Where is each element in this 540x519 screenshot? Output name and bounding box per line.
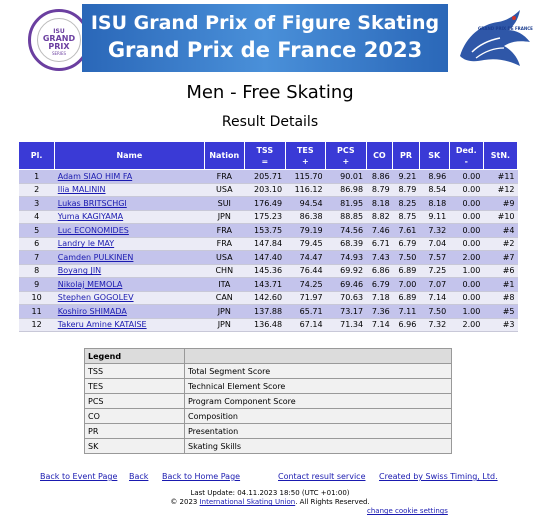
cell-co: 6.71 [366, 237, 393, 251]
cell-tes: 79.45 [285, 237, 326, 251]
rooster-logo-icon [452, 6, 536, 70]
cell-co: 8.18 [366, 197, 393, 211]
cell-skater-name [55, 224, 204, 238]
cell-pcs: 74.93 [326, 251, 367, 265]
cell-deductions: 0.00 [449, 197, 483, 211]
legend-description: Program Component Score [185, 394, 452, 409]
cell-start-number: #9 [483, 197, 517, 211]
last-update-text: Last Update: 04.11.2023 18:50 (UTC +01:00) [190, 489, 350, 497]
cell-co: 7.43 [366, 251, 393, 265]
cell-skater-name [55, 318, 204, 332]
cell-skater-name [55, 305, 204, 319]
cell-tes: 74.25 [285, 278, 326, 292]
cell-deductions: 1.00 [449, 305, 483, 319]
cell-skater-name [55, 210, 204, 224]
logo-isu-text: ISU [53, 28, 65, 35]
skater-name-link[interactable]: Takeru Amine KATAISE [57, 320, 147, 330]
cell-nation: USA [204, 183, 245, 197]
legend-description: Presentation [185, 424, 452, 439]
table-row [19, 305, 518, 319]
cell-co: 7.18 [366, 291, 393, 305]
cell-co: 7.36 [366, 305, 393, 319]
cell-pcs: 73.17 [326, 305, 367, 319]
legend-description: Technical Element Score [185, 379, 452, 394]
legend-abbreviation: TES [85, 379, 185, 394]
cell-place: 2 [19, 183, 55, 197]
legend-abbreviation: TSS [85, 364, 185, 379]
table-row [19, 251, 518, 265]
legend-abbreviation: CO [85, 409, 185, 424]
cell-tss: 205.71 [245, 170, 286, 184]
cell-deductions: 0.00 [449, 170, 483, 184]
cell-place: 10 [19, 291, 55, 305]
cell-deductions: 0.00 [449, 183, 483, 197]
cell-co: 6.86 [366, 264, 393, 278]
cell-pcs: 74.56 [326, 224, 367, 238]
cell-place: 11 [19, 305, 55, 319]
cell-tss: 137.88 [245, 305, 286, 319]
cell-sk: 7.50 [419, 305, 449, 319]
cell-sk: 7.32 [419, 224, 449, 238]
cell-deductions: 0.00 [449, 210, 483, 224]
cell-tes: 115.70 [285, 170, 326, 184]
table-row [19, 237, 518, 251]
cell-skater-name [55, 170, 204, 184]
cell-place: 8 [19, 264, 55, 278]
legend-row [85, 379, 452, 394]
cell-co: 8.86 [366, 170, 393, 184]
cell-deductions: 2.00 [449, 251, 483, 265]
legend-row [85, 394, 452, 409]
cell-skater-name [55, 264, 204, 278]
cell-deductions: 0.00 [449, 291, 483, 305]
cell-pcs: 71.34 [326, 318, 367, 332]
cell-nation: CHN [204, 264, 245, 278]
cell-tes: 94.54 [285, 197, 326, 211]
cell-skater-name [55, 291, 204, 305]
cell-start-number: #1 [483, 278, 517, 292]
col-header-nation: Nation [204, 142, 245, 170]
cell-nation: JPN [204, 318, 245, 332]
cell-tes: 116.12 [285, 183, 326, 197]
banner-title-line2: Grand Prix de France 2023 [107, 38, 423, 62]
legend-row [85, 424, 452, 439]
skater-name-link[interactable]: Stephen GOGOLEV [57, 293, 134, 303]
legend-description: Composition [185, 409, 452, 424]
cell-sk: 9.11 [419, 210, 449, 224]
cell-deductions: 0.00 [449, 237, 483, 251]
cell-co: 6.79 [366, 278, 393, 292]
back-to-event-link[interactable]: Back to Event Page [40, 472, 118, 481]
legend-header-row [85, 349, 452, 364]
cell-place: 12 [19, 318, 55, 332]
cell-pr: 9.21 [393, 170, 420, 184]
cell-deductions: 0.00 [449, 224, 483, 238]
cell-nation: FRA [204, 237, 245, 251]
cell-skater-name [55, 197, 204, 211]
cell-pr: 6.89 [393, 291, 420, 305]
cell-co: 7.46 [366, 224, 393, 238]
col-header-sk: SK [419, 142, 449, 170]
legend-abbreviation: PCS [85, 394, 185, 409]
cell-start-number: #11 [483, 170, 517, 184]
skater-name-link[interactable]: Koshiro SHIMADA [57, 306, 127, 316]
cell-co: 8.79 [366, 183, 393, 197]
cell-place: 1 [19, 170, 55, 184]
cell-start-number: #2 [483, 237, 517, 251]
legend-abbreviation: PR [85, 424, 185, 439]
legend-row [85, 439, 452, 454]
cell-tss: 147.40 [245, 251, 286, 265]
cell-co: 8.82 [366, 210, 393, 224]
cell-tes: 86.38 [285, 210, 326, 224]
table-row [19, 291, 518, 305]
legend-title: Legend [85, 349, 185, 364]
cell-start-number: #3 [483, 318, 517, 332]
cell-nation: JPN [204, 210, 245, 224]
table-row [19, 264, 518, 278]
created-by-swiss-timing-link[interactable]: Created by Swiss Timing, Ltd. [379, 472, 498, 481]
cell-start-number: #12 [483, 183, 517, 197]
cell-nation: ITA [204, 278, 245, 292]
cell-place: 9 [19, 278, 55, 292]
cell-nation: FRA [204, 170, 245, 184]
cell-pr: 6.89 [393, 264, 420, 278]
cell-pr: 7.00 [393, 278, 420, 292]
cell-sk: 8.54 [419, 183, 449, 197]
banner-title-line1: ISU Grand Prix of Figure Skating [90, 12, 440, 34]
cell-tss: 175.23 [245, 210, 286, 224]
skater-name-link[interactable]: Camden PULKINEN [57, 252, 134, 262]
legend-table [84, 348, 452, 454]
cookie-settings-link[interactable]: change cookie settings [367, 507, 448, 515]
table-row [19, 278, 518, 292]
cell-place: 4 [19, 210, 55, 224]
cell-sk: 8.18 [419, 197, 449, 211]
col-header-start-number: StN. [483, 142, 517, 170]
cell-tes: 67.14 [285, 318, 326, 332]
col-header-place: Pl. [19, 142, 55, 170]
page-title: Men - Free Skating [186, 82, 354, 103]
banner-title-block [82, 4, 448, 72]
cell-nation: FRA [204, 224, 245, 238]
cell-start-number: #10 [483, 210, 517, 224]
copyright-text: © 2023 International Skating Union. All Rights Reserved. [170, 498, 370, 506]
results-table [18, 141, 518, 332]
cell-tes: 65.71 [285, 305, 326, 319]
table-row [19, 183, 518, 197]
legend-row [85, 409, 452, 424]
cell-deductions: 2.00 [449, 318, 483, 332]
cell-pr: 7.11 [393, 305, 420, 319]
cell-pcs: 90.01 [326, 170, 367, 184]
cell-sk: 8.96 [419, 170, 449, 184]
section-title: Result Details [221, 114, 319, 130]
cell-tss: 136.48 [245, 318, 286, 332]
cell-place: 6 [19, 237, 55, 251]
cell-sk: 7.57 [419, 251, 449, 265]
table-row [19, 318, 518, 332]
event-banner [4, 4, 536, 72]
cell-sk: 7.04 [419, 237, 449, 251]
rooster-logo-text: GRAND PRIX DE FRANCE [478, 26, 533, 31]
isu-link[interactable]: International Skating Union [199, 498, 296, 506]
cell-pr: 8.25 [393, 197, 420, 211]
cell-pcs: 69.92 [326, 264, 367, 278]
back-to-home-link[interactable]: Back to Home Page [162, 472, 241, 481]
results-header-row [19, 142, 518, 170]
col-header-tss: TSS = [245, 142, 286, 170]
skater-name-link[interactable]: Yuma KAGIYAMA [57, 212, 124, 222]
cell-sk: 7.14 [419, 291, 449, 305]
cell-tss: 142.60 [245, 291, 286, 305]
cell-pcs: 69.46 [326, 278, 367, 292]
cell-tss: 176.49 [245, 197, 286, 211]
table-row [19, 170, 518, 184]
legend-row [85, 364, 452, 379]
legend-abbreviation: SK [85, 439, 185, 454]
cell-tes: 79.19 [285, 224, 326, 238]
cell-nation: SUI [204, 197, 245, 211]
col-header-deductions: Ded. - [449, 142, 483, 170]
cell-pr: 8.79 [393, 183, 420, 197]
cell-pr: 6.96 [393, 318, 420, 332]
legend-description: Total Segment Score [185, 364, 452, 379]
cell-tss: 153.75 [245, 224, 286, 238]
cell-sk: 7.07 [419, 278, 449, 292]
cell-co: 7.14 [366, 318, 393, 332]
cell-tes: 76.44 [285, 264, 326, 278]
cell-pcs: 70.63 [326, 291, 367, 305]
logo-grand-prix-text: GRAND PRIX [42, 34, 76, 51]
cell-deductions: 0.00 [449, 278, 483, 292]
skater-name-link[interactable]: Luc ECONOMIDES [57, 225, 129, 235]
cell-start-number: #4 [483, 224, 517, 238]
cell-deductions: 1.00 [449, 264, 483, 278]
cell-sk: 7.25 [419, 264, 449, 278]
cell-start-number: #8 [483, 291, 517, 305]
back-link[interactable]: Back [129, 472, 149, 481]
cell-nation: USA [204, 251, 245, 265]
skater-name-link[interactable]: Nikolaj MEMOLA [57, 279, 123, 289]
cell-skater-name [55, 237, 204, 251]
cell-pcs: 88.85 [326, 210, 367, 224]
col-header-tes: TES + [285, 142, 326, 170]
col-header-pcs: PCS + [326, 142, 367, 170]
contact-result-service-link[interactable]: Contact result service [278, 472, 366, 481]
table-row [19, 210, 518, 224]
cell-start-number: #6 [483, 264, 517, 278]
cell-tss: 203.10 [245, 183, 286, 197]
cell-pcs: 86.98 [326, 183, 367, 197]
skater-name-link[interactable]: Boyang JIN [57, 266, 102, 276]
cell-pr: 7.50 [393, 251, 420, 265]
cell-tes: 71.97 [285, 291, 326, 305]
cell-pr: 6.79 [393, 237, 420, 251]
skater-name-link[interactable]: Landry le MAY [57, 239, 115, 249]
col-header-name: Name [55, 142, 204, 170]
cell-pr: 8.75 [393, 210, 420, 224]
cell-place: 3 [19, 197, 55, 211]
cell-sk: 7.32 [419, 318, 449, 332]
cell-place: 7 [19, 251, 55, 265]
cell-tss: 147.84 [245, 237, 286, 251]
cell-pcs: 81.95 [326, 197, 367, 211]
cell-place: 5 [19, 224, 55, 238]
cell-tss: 145.36 [245, 264, 286, 278]
skater-name-link[interactable]: Adam SIAO HIM FA [57, 171, 133, 181]
cell-start-number: #7 [483, 251, 517, 265]
table-row [19, 224, 518, 238]
isu-grand-prix-logo [28, 9, 90, 71]
skater-name-link[interactable]: Ilia MALININ [57, 185, 106, 195]
logo-series-text: SERIES [51, 51, 67, 56]
cell-start-number: #5 [483, 305, 517, 319]
table-row [19, 197, 518, 211]
cell-skater-name [55, 183, 204, 197]
cell-nation: CAN [204, 291, 245, 305]
legend-header-empty [185, 349, 452, 364]
cell-skater-name [55, 278, 204, 292]
col-header-co: CO [366, 142, 393, 170]
cell-nation: JPN [204, 305, 245, 319]
cell-pr: 7.61 [393, 224, 420, 238]
col-header-pr: PR [393, 142, 420, 170]
cell-tes: 74.47 [285, 251, 326, 265]
legend-description: Skating Skills [185, 439, 452, 454]
cell-pcs: 68.39 [326, 237, 367, 251]
skater-name-link[interactable]: Lukas BRITSCHGI [57, 198, 127, 208]
cell-tss: 143.71 [245, 278, 286, 292]
cell-skater-name [55, 251, 204, 265]
